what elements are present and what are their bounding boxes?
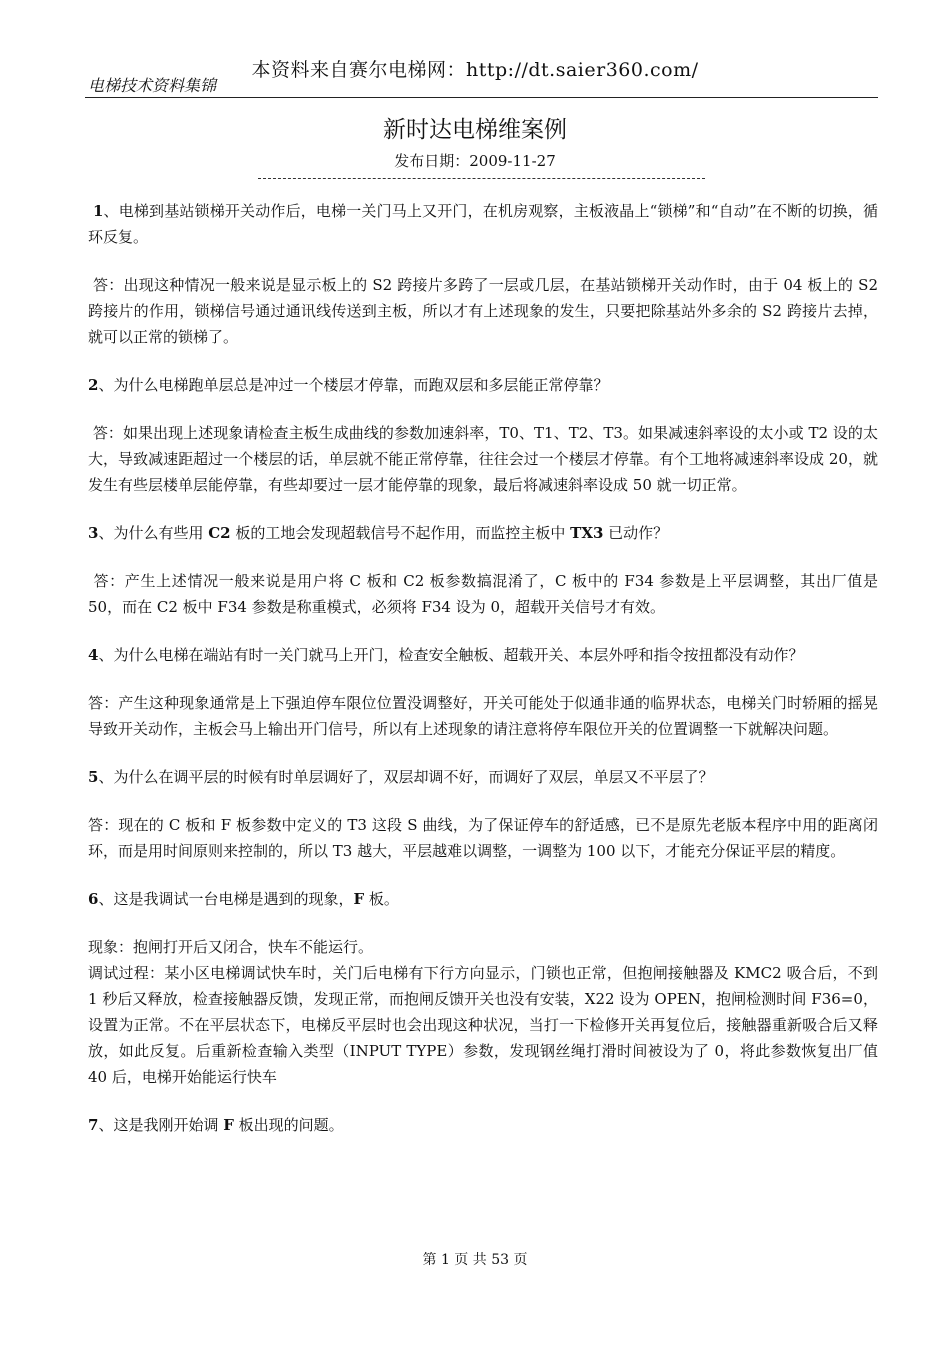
dashed-separator [258,178,705,179]
case-3-question: 3、为什么有些用 C2 板的工地会发现超载信号不起作用，而监控主板中 TX3 已动作？ [88,524,669,542]
header-rule [85,97,878,98]
case-4-question: 4、为什么电梯在端站有时一关门就马上开门，检查安全触板、超载开关、本层外呼和指令按扭都没有动作？ [88,646,804,664]
publish-date: 发布日期：2009-11-27 [394,152,556,170]
collection-name: 电梯技术资料集锦 [88,76,217,95]
document-title: 新时达电梯维案例 [383,117,567,143]
case-4-answer: 答：产生这种现象通常是上下强迫停车限位位置没调整好，开关可能处于似通非通的临界状态，电梯关门时轿厢的摇晃导致开关动作，主板会马上输出开门信号，所以有上述现象的请注意将停车限位开关的位置调整一下就解决问题。 [88,694,878,738]
case-3-answer: 答：产生上述情况一般来说是用户将 C 板和 C2 板参数搞混淆了，C 板中的 F34 参数是上平层调整，其出厂值是 50，而在 C2 板中 F34 参数是称重模式，必须将 F34 设为 0，超载开关信号才有效。 [88,572,878,616]
case-2-question: 2、为什么电梯跑单层总是冲过一个楼层才停靠，而跑双层和多层能正常停靠？ [88,376,609,394]
case-5-question: 5、为什么在调平层的时候有时单层调好了，双层却调不好，而调好了双层，单层又不平层了？ [88,768,714,786]
page-number: 第 1 页 共 53 页 [422,1252,528,1268]
case-6-question: 6、这是我调试一台电梯是遇到的现象，F 板。 [88,890,399,908]
case-1-answer: 答：出现这种情况一般来说是显示板上的 S2 跨接片多跨了一层或几层，在基站锁梯开关动作时，由于 04 板上的 S2 跨接片的作用，锁梯信号通过通讯线传送到主板，所以才有上述现象的发生，只要把除基站外多余的 S2 跨接片去掉，就可以正常的锁梯了。 [88,276,878,346]
source-line: 本资料来自赛尔电梯网：http://dt.saier360.com/ [251,59,699,81]
case-2-answer: 答：如果出现上述现象请检查主板生成曲线的参数加速斜率，T0、T1、T2、T3。如果减速斜率设的太小或 T2 设的太大，导致减速距超过一个楼层的话，单层就不能正常停靠，往往会过一个楼层才停靠。有个工地将减速斜率设成 20，就发生有些层楼单层能停靠，有些却要过一层才能停靠的现象，最后将减速斜率设成 50 就一切正常。 [88,424,878,494]
case-7-question: 7、这是我刚开始调 F 板出现的问题。 [88,1116,344,1134]
case-6-process: 调试过程：某小区电梯调试快车时，关门后电梯有下行方向显示，门锁也正常，但抱闸接触器及 KMC2 吸合后，不到 1 秒后又释放，检查接触器反馈，发现正常，而抱闸反馈开关也没有安装，X22 设为 OPEN，抱闸检测时间 F36=0，设置为正常。不在平层状态下，电梯反平层时也会出现这种状况，当打一下检修开关再复位后，接触器重新吸合后又释放，如此反复。后重新检查输入类型（INPUT TYPE）参数，发现钢丝绳打滑时间被设为了 0，将此参数恢复出厂值 40 后，电梯开始能运行快车 [88,964,878,1086]
case-6-phenomenon: 现象：抱闸打开后又闭合，快车不能运行。 [88,938,374,956]
case-5-answer: 答：现在的 C 板和 F 板参数中定义的 T3 这段 S 曲线，为了保证停车的舒适感，已不是原先老版本程序中用的距离闭环，而是用时间原则来控制的，所以 T3 越大，平层越难以调整，一调整为 100 以下，才能充分保证平层的精度。 [88,816,878,860]
case-1-question: 1、电梯到基站锁梯开关动作后，电梯一关门马上又开门，在机房观察，主板液晶上“锁梯”和“自动”在不断的切换，循环反复。 [88,202,878,246]
document-body [88,198,878,1160]
